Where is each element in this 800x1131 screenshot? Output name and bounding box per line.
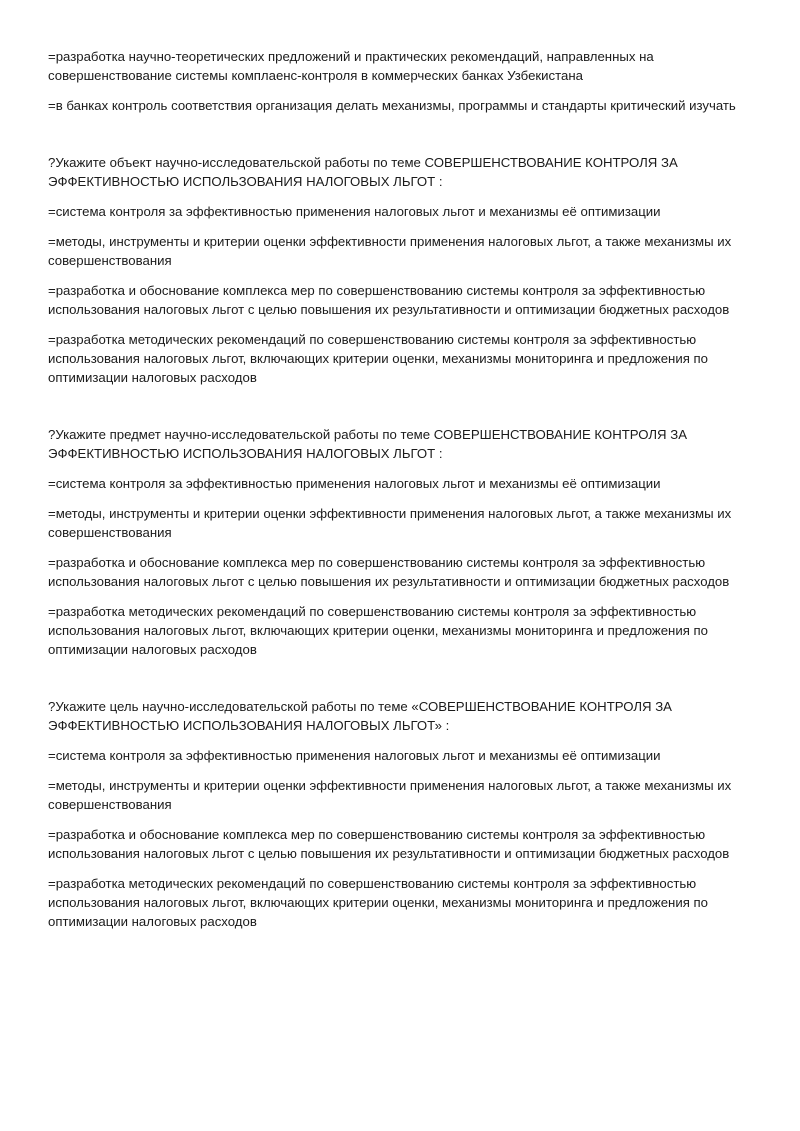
question-text: ?Укажите объект научно-исследовательской работы по теме СОВЕРШЕНСТВОВАНИЕ КОНТРОЛЯ ЗА ЭФФЕКТИВНОСТЬЮ ИСПОЛЬЗОВАНИЯ НАЛОГОВЫХ ЛЬГОТ : <box>48 155 678 189</box>
answer-option: =система контроля за эффективностью применения налоговых льгот и механизмы её оптимизации <box>48 748 661 763</box>
answer-option: =разработка научно-теоретических предложений и практических рекомендаций, направленных на совершенствование системы комплаенс-контроля в коммерческих банках Узбекистана <box>48 49 654 83</box>
answer-option: =система контроля за эффективностью применения налоговых льгот и механизмы её оптимизации <box>48 476 661 491</box>
answer-option: =методы, инструменты и критерии оценки эффективности применения налоговых льгот, а также механизмы их совершенствования <box>48 778 732 812</box>
question-text: ?Укажите предмет научно-исследовательской работы по теме СОВЕРШЕНСТВОВАНИЕ КОНТРОЛЯ ЗА ЭФФЕКТИВНОСТЬЮ ИСПОЛЬЗОВАНИЯ НАЛОГОВЫХ ЛЬГОТ : <box>48 427 687 461</box>
answer-option: =разработка методических рекомендаций по совершенствованию системы контроля за эффективностью использования налоговых льгот, включающих критерии оценки, механизмы мониторинга и предложения по оптимизации налоговых расходов <box>48 332 708 385</box>
answer-option: =методы, инструменты и критерии оценки эффективности применения налоговых льгот, а также механизмы их совершенствования <box>48 234 732 268</box>
answer-option: =разработка и обоснование комплекса мер по совершенствованию системы контроля за эффективностью использования налоговых льгот с целью повышения их результативности и оптимизации бюджетных расходов <box>48 827 730 861</box>
answer-option: =методы, инструменты и критерии оценки эффективности применения налоговых льгот, а также механизмы их совершенствования <box>48 506 732 540</box>
answer-option: =разработка методических рекомендаций по совершенствованию системы контроля за эффективностью использования налоговых льгот, включающих критерии оценки, механизмы мониторинга и предложения по оптимизации налоговых расходов <box>48 876 708 929</box>
answer-option: =система контроля за эффективностью применения налоговых льгот и механизмы её оптимизации <box>48 204 661 219</box>
answer-option: =разработка и обоснование комплекса мер по совершенствованию системы контроля за эффективностью использования налоговых льгот с целью повышения их результативности и оптимизации бюджетных расходов <box>48 555 730 589</box>
answer-option: =разработка методических рекомендаций по совершенствованию системы контроля за эффективностью использования налоговых льгот, включающих критерии оценки, механизмы мониторинга и предложения по оптимизации налоговых расходов <box>48 604 708 657</box>
question-text: ?Укажите цель научно-исследовательской работы по теме «СОВЕРШЕНСТВОВАНИЕ КОНТРОЛЯ ЗА ЭФФЕКТИВНОСТЬЮ ИСПОЛЬЗОВАНИЯ НАЛОГОВЫХ ЛЬГОТ» : <box>48 699 672 733</box>
answer-option: =в банках контроль соответствия организация делать механизмы, программы и стандарты критический изучать <box>48 98 736 113</box>
answer-option: =разработка и обоснование комплекса мер по совершенствованию системы контроля за эффективностью использования налоговых льгот с целью повышения их результативности и оптимизации бюджетных расходов <box>48 283 730 317</box>
